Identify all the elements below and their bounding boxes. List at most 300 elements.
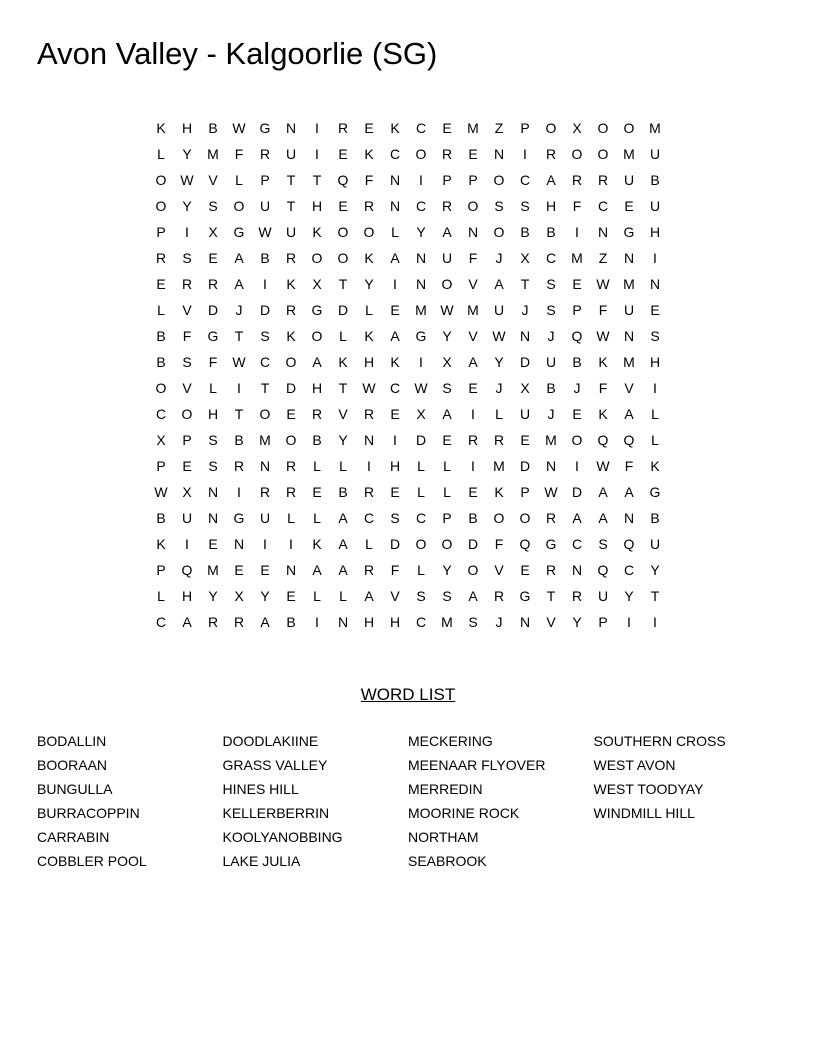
grid-cell: P bbox=[598, 614, 608, 630]
grid-cell: U bbox=[519, 406, 531, 422]
grid-cell: Q bbox=[623, 432, 635, 448]
grid-cell: N bbox=[415, 250, 427, 266]
grid-cell: V bbox=[338, 406, 348, 422]
grid-cell: R bbox=[363, 198, 375, 214]
word-item: HINES HILL bbox=[222, 781, 299, 797]
grid-cell: B bbox=[234, 432, 244, 448]
grid-cell: R bbox=[233, 614, 245, 630]
grid-cell: O bbox=[493, 224, 505, 240]
grid-cell: F bbox=[182, 328, 192, 344]
grid-cell: S bbox=[182, 354, 192, 370]
grid-cell: F bbox=[572, 198, 582, 214]
grid-cell: W bbox=[232, 354, 246, 370]
grid-cell: T bbox=[338, 276, 348, 292]
grid-cell: A bbox=[442, 224, 452, 240]
grid-cell: M bbox=[623, 354, 635, 370]
grid-cell: Q bbox=[597, 432, 609, 448]
grid-cell: V bbox=[546, 614, 556, 630]
grid-row bbox=[148, 453, 668, 479]
grid-cell: S bbox=[546, 276, 556, 292]
grid-cell: W bbox=[180, 172, 194, 188]
grid-cell: L bbox=[157, 146, 165, 162]
grid-cell: C bbox=[571, 536, 583, 552]
grid-cell: Y bbox=[208, 588, 218, 604]
grid-cell: A bbox=[624, 484, 634, 500]
grid-cell: K bbox=[598, 354, 608, 370]
grid-cell: B bbox=[546, 224, 556, 240]
word-list-heading: WORD LIST bbox=[360, 685, 456, 704]
grid-cell: R bbox=[207, 614, 219, 630]
grid-cell: K bbox=[494, 484, 504, 500]
word-item: WEST AVON bbox=[593, 757, 676, 773]
grid-cell: Q bbox=[337, 172, 349, 188]
grid-cell: V bbox=[208, 172, 218, 188]
grid-cell: Q bbox=[597, 562, 609, 578]
grid-cell: I bbox=[653, 614, 657, 630]
letter-grid bbox=[148, 115, 668, 635]
grid-cell: O bbox=[623, 120, 635, 136]
word-item: MERREDIN bbox=[408, 781, 483, 797]
grid-cell: K bbox=[312, 536, 322, 552]
grid-cell: E bbox=[286, 588, 296, 604]
word-column bbox=[594, 729, 780, 873]
grid-cell: I bbox=[237, 380, 241, 396]
grid-cell: F bbox=[364, 172, 374, 188]
grid-cell: U bbox=[259, 510, 271, 526]
grid-cell: E bbox=[390, 302, 400, 318]
grid-cell: E bbox=[520, 562, 530, 578]
grid-cell: B bbox=[156, 328, 166, 344]
grid-cell: L bbox=[235, 172, 243, 188]
grid-cell: A bbox=[234, 276, 244, 292]
word-column bbox=[408, 729, 594, 873]
grid-cell: O bbox=[259, 406, 271, 422]
grid-cell: O bbox=[181, 406, 193, 422]
grid-cell: R bbox=[363, 406, 375, 422]
grid-cell: M bbox=[441, 614, 453, 630]
grid-cell: N bbox=[207, 510, 219, 526]
grid-cell: D bbox=[285, 380, 297, 396]
grid-cell: P bbox=[260, 172, 270, 188]
grid-cell: Y bbox=[182, 198, 192, 214]
grid-cell: O bbox=[311, 250, 323, 266]
word-column bbox=[37, 729, 223, 873]
grid-cell: B bbox=[286, 614, 296, 630]
grid-row bbox=[148, 245, 668, 271]
grid-cell: X bbox=[416, 406, 426, 422]
grid-cell: I bbox=[627, 614, 631, 630]
grid-cell: D bbox=[519, 354, 531, 370]
grid-cell: N bbox=[519, 614, 531, 630]
grid-cell: F bbox=[234, 146, 244, 162]
grid-cell: B bbox=[546, 380, 556, 396]
grid-cell: G bbox=[545, 536, 557, 552]
grid-cell: Y bbox=[650, 562, 660, 578]
grid-cell: A bbox=[338, 510, 348, 526]
grid-cell: K bbox=[156, 536, 166, 552]
grid-cell: U bbox=[597, 588, 609, 604]
grid-cell: C bbox=[259, 354, 271, 370]
grid-cell: C bbox=[597, 198, 609, 214]
grid-cell: I bbox=[419, 354, 423, 370]
grid-cell: D bbox=[389, 536, 401, 552]
grid-cell: K bbox=[598, 406, 608, 422]
grid-cell: M bbox=[467, 120, 479, 136]
grid-cell: F bbox=[468, 250, 478, 266]
grid-cell: E bbox=[312, 484, 322, 500]
grid-cell: U bbox=[493, 302, 505, 318]
grid-cell: Y bbox=[442, 328, 452, 344]
grid-cell: U bbox=[181, 510, 193, 526]
grid-cell: R bbox=[441, 146, 453, 162]
grid-cell: Y bbox=[260, 588, 270, 604]
word-item: WEST TOODYAY bbox=[593, 781, 704, 797]
word-item: KOOLYANOBBING bbox=[222, 829, 343, 845]
grid-cell: A bbox=[260, 614, 270, 630]
grid-cell: W bbox=[596, 276, 610, 292]
grid-cell: V bbox=[624, 380, 634, 396]
grid-cell: C bbox=[415, 614, 427, 630]
grid-row bbox=[148, 115, 668, 141]
grid-cell: D bbox=[207, 302, 219, 318]
grid-cell: U bbox=[285, 146, 297, 162]
grid-cell: Y bbox=[442, 562, 452, 578]
grid-cell: T bbox=[286, 172, 296, 188]
grid-cell: L bbox=[339, 328, 347, 344]
grid-cell: L bbox=[313, 510, 321, 526]
page-title: Avon Valley - Kalgoorlie (SG) bbox=[37, 36, 438, 71]
grid-cell: A bbox=[468, 588, 478, 604]
grid-cell: S bbox=[416, 588, 426, 604]
grid-cell: S bbox=[546, 302, 556, 318]
grid-cell: C bbox=[415, 510, 427, 526]
grid-row bbox=[148, 297, 668, 323]
grid-cell: Q bbox=[519, 536, 531, 552]
grid-cell: C bbox=[415, 120, 427, 136]
grid-cell: O bbox=[493, 172, 505, 188]
grid-cell: W bbox=[596, 328, 610, 344]
grid-cell: Y bbox=[416, 224, 426, 240]
grid-cell: W bbox=[440, 302, 454, 318]
grid-cell: H bbox=[649, 224, 661, 240]
grid-cell: B bbox=[338, 484, 348, 500]
grid-cell: K bbox=[364, 146, 374, 162]
grid-cell: T bbox=[286, 198, 296, 214]
grid-cell: R bbox=[311, 406, 323, 422]
grid-cell: E bbox=[338, 146, 348, 162]
grid-cell: U bbox=[649, 536, 661, 552]
grid-cell: R bbox=[259, 146, 271, 162]
grid-cell: F bbox=[598, 380, 608, 396]
grid-row bbox=[148, 531, 668, 557]
grid-cell: E bbox=[442, 432, 452, 448]
grid-cell: S bbox=[208, 432, 218, 448]
grid-cell: N bbox=[597, 224, 609, 240]
grid-cell: C bbox=[155, 406, 167, 422]
grid-cell: U bbox=[441, 250, 453, 266]
grid-cell: W bbox=[414, 380, 428, 396]
grid-cell: I bbox=[367, 458, 371, 474]
grid-cell: E bbox=[390, 484, 400, 500]
word-item: WINDMILL HILL bbox=[593, 805, 695, 821]
grid-cell: L bbox=[339, 588, 347, 604]
grid-cell: O bbox=[155, 198, 167, 214]
grid-cell: P bbox=[520, 120, 530, 136]
grid-cell: L bbox=[313, 458, 321, 474]
grid-cell: H bbox=[389, 458, 401, 474]
grid-cell: H bbox=[181, 588, 193, 604]
grid-cell: E bbox=[338, 198, 348, 214]
grid-cell: H bbox=[649, 354, 661, 370]
grid-cell: R bbox=[363, 484, 375, 500]
grid-cell: R bbox=[545, 562, 557, 578]
grid-cell: H bbox=[311, 380, 323, 396]
grid-cell: E bbox=[208, 250, 218, 266]
grid-cell: B bbox=[572, 354, 582, 370]
grid-cell: E bbox=[572, 276, 582, 292]
grid-cell: B bbox=[650, 510, 660, 526]
grid-cell: A bbox=[390, 328, 400, 344]
grid-cell: A bbox=[442, 406, 452, 422]
grid-cell: L bbox=[339, 458, 347, 474]
grid-cell: Z bbox=[598, 250, 608, 266]
grid-cell: G bbox=[649, 484, 661, 500]
grid-cell: O bbox=[441, 276, 453, 292]
grid-cell: K bbox=[650, 458, 660, 474]
grid-cell: O bbox=[493, 510, 505, 526]
grid-cell: M bbox=[467, 302, 479, 318]
grid-cell: G bbox=[259, 120, 271, 136]
word-item: MOORINE ROCK bbox=[408, 805, 520, 821]
grid-cell: M bbox=[415, 302, 427, 318]
grid-row bbox=[148, 271, 668, 297]
grid-cell: I bbox=[185, 224, 189, 240]
grid-cell: O bbox=[571, 146, 583, 162]
grid-cell: Y bbox=[364, 276, 374, 292]
grid-cell: D bbox=[259, 302, 271, 318]
grid-cell: S bbox=[260, 328, 270, 344]
grid-cell: R bbox=[181, 276, 193, 292]
grid-cell: O bbox=[311, 328, 323, 344]
grid-cell: A bbox=[598, 484, 608, 500]
grid-cell: R bbox=[597, 172, 609, 188]
grid-cell: W bbox=[596, 458, 610, 474]
grid-cell: J bbox=[573, 380, 581, 396]
grid-cell: H bbox=[363, 354, 375, 370]
grid-cell: T bbox=[312, 172, 322, 188]
grid-cell: U bbox=[259, 198, 271, 214]
grid-cell: S bbox=[650, 328, 660, 344]
grid-cell: A bbox=[624, 406, 634, 422]
grid-cell: C bbox=[389, 380, 401, 396]
grid-cell: O bbox=[415, 536, 427, 552]
grid-cell: E bbox=[468, 380, 478, 396]
grid-cell: N bbox=[571, 562, 583, 578]
grid-row bbox=[148, 609, 668, 635]
grid-cell: W bbox=[154, 484, 168, 500]
grid-cell: O bbox=[285, 354, 297, 370]
grid-cell: D bbox=[337, 302, 349, 318]
grid-cell: A bbox=[234, 250, 244, 266]
grid-cell: N bbox=[285, 562, 297, 578]
grid-cell: E bbox=[442, 120, 452, 136]
grid-cell: S bbox=[208, 198, 218, 214]
grid-cell: I bbox=[393, 276, 397, 292]
grid-cell: L bbox=[365, 302, 373, 318]
grid-cell: J bbox=[547, 328, 555, 344]
grid-cell: K bbox=[286, 328, 296, 344]
grid-cell: B bbox=[156, 354, 166, 370]
grid-cell: P bbox=[156, 458, 166, 474]
grid-cell: D bbox=[415, 432, 427, 448]
grid-cell: H bbox=[363, 614, 375, 630]
word-item: MECKERING bbox=[408, 733, 493, 749]
grid-cell: E bbox=[520, 432, 530, 448]
grid-cell: G bbox=[623, 224, 635, 240]
grid-cell: V bbox=[494, 562, 504, 578]
grid-cell: L bbox=[417, 484, 425, 500]
grid-cell: P bbox=[572, 302, 582, 318]
grid-cell: E bbox=[156, 276, 166, 292]
grid-cell: J bbox=[235, 302, 243, 318]
grid-cell: W bbox=[544, 484, 558, 500]
grid-cell: I bbox=[575, 458, 579, 474]
grid-cell: P bbox=[442, 172, 452, 188]
grid-row bbox=[148, 349, 668, 375]
grid-cell: A bbox=[494, 276, 504, 292]
grid-cell: O bbox=[155, 172, 167, 188]
word-column bbox=[223, 729, 409, 873]
grid-cell: M bbox=[207, 562, 219, 578]
grid-cell: N bbox=[623, 328, 635, 344]
grid-cell: N bbox=[285, 120, 297, 136]
grid-cell: E bbox=[390, 406, 400, 422]
grid-cell: M bbox=[649, 120, 661, 136]
grid-cell: A bbox=[468, 354, 478, 370]
word-item: SOUTHERN CROSS bbox=[593, 733, 726, 749]
grid-row bbox=[148, 375, 668, 401]
grid-cell: R bbox=[337, 120, 349, 136]
grid-row bbox=[148, 141, 668, 167]
grid-cell: M bbox=[207, 146, 219, 162]
grid-cell: E bbox=[234, 562, 244, 578]
grid-cell: R bbox=[441, 198, 453, 214]
grid-cell: N bbox=[545, 458, 557, 474]
grid-cell: M bbox=[623, 276, 635, 292]
grid-cell: I bbox=[653, 250, 657, 266]
grid-cell: R bbox=[571, 588, 583, 604]
grid-cell: X bbox=[312, 276, 322, 292]
grid-cell: G bbox=[233, 224, 245, 240]
grid-cell: T bbox=[234, 328, 244, 344]
grid-cell: A bbox=[390, 250, 400, 266]
grid-cell: B bbox=[260, 250, 270, 266]
grid-cell: I bbox=[289, 536, 293, 552]
grid-cell: O bbox=[285, 432, 297, 448]
grid-cell: B bbox=[650, 172, 660, 188]
grid-cell: E bbox=[260, 562, 270, 578]
grid-cell: N bbox=[415, 276, 427, 292]
grid-cell: R bbox=[207, 276, 219, 292]
grid-cell: I bbox=[393, 432, 397, 448]
word-item: CARRABIN bbox=[37, 829, 110, 845]
grid-cell: L bbox=[443, 484, 451, 500]
grid-cell: A bbox=[572, 510, 582, 526]
grid-cell: O bbox=[467, 562, 479, 578]
grid-cell: R bbox=[363, 562, 375, 578]
word-item: GRASS VALLEY bbox=[222, 757, 328, 773]
grid-cell: L bbox=[417, 458, 425, 474]
grid-cell: P bbox=[182, 432, 192, 448]
grid-cell: L bbox=[209, 380, 217, 396]
grid-cell: A bbox=[338, 536, 348, 552]
word-item: COBBLER POOL bbox=[37, 853, 147, 869]
grid-cell: Z bbox=[494, 120, 504, 136]
grid-cell: L bbox=[443, 458, 451, 474]
grid-cell: L bbox=[651, 432, 659, 448]
grid-cell: S bbox=[598, 536, 608, 552]
word-item: SEABROOK bbox=[408, 853, 487, 869]
grid-cell: O bbox=[597, 120, 609, 136]
grid-cell: T bbox=[520, 276, 530, 292]
grid-cell: N bbox=[233, 536, 245, 552]
word-item: BUNGULLA bbox=[37, 781, 113, 797]
grid-cell: V bbox=[390, 588, 400, 604]
grid-cell: P bbox=[442, 510, 452, 526]
word-item: BODALLIN bbox=[37, 733, 107, 749]
grid-cell: H bbox=[181, 120, 193, 136]
grid-cell: Y bbox=[494, 354, 504, 370]
word-item: NORTHAM bbox=[408, 829, 479, 845]
grid-row bbox=[148, 401, 668, 427]
grid-cell: B bbox=[312, 432, 322, 448]
grid-cell: O bbox=[337, 250, 349, 266]
grid-cell: M bbox=[493, 458, 505, 474]
grid-cell: N bbox=[389, 198, 401, 214]
word-item: MEENAAR FLYOVER bbox=[408, 757, 546, 773]
grid-cell: C bbox=[415, 198, 427, 214]
grid-cell: R bbox=[285, 458, 297, 474]
grid-cell: V bbox=[468, 276, 478, 292]
grid-cell: G bbox=[519, 588, 531, 604]
grid-cell: U bbox=[285, 224, 297, 240]
grid-cell: G bbox=[415, 328, 427, 344]
grid-cell: N bbox=[259, 458, 271, 474]
grid-cell: R bbox=[545, 510, 557, 526]
grid-cell: L bbox=[495, 406, 503, 422]
grid-cell: L bbox=[157, 302, 165, 318]
grid-cell: L bbox=[157, 588, 165, 604]
grid-cell: L bbox=[651, 406, 659, 422]
grid-cell: T bbox=[260, 380, 270, 396]
grid-cell: S bbox=[442, 380, 452, 396]
grid-cell: T bbox=[650, 588, 660, 604]
grid-row bbox=[148, 167, 668, 193]
grid-cell: E bbox=[182, 458, 192, 474]
grid-cell: D bbox=[571, 484, 583, 500]
grid-cell: R bbox=[571, 172, 583, 188]
grid-cell: W bbox=[362, 380, 376, 396]
grid-cell: W bbox=[492, 328, 506, 344]
grid-cell: E bbox=[364, 120, 374, 136]
grid-cell: V bbox=[468, 328, 478, 344]
grid-cell: F bbox=[598, 302, 608, 318]
grid-cell: Y bbox=[338, 432, 348, 448]
grid-cell: S bbox=[208, 458, 218, 474]
grid-cell: A bbox=[312, 562, 322, 578]
grid-cell: P bbox=[520, 484, 530, 500]
grid-cell: W bbox=[232, 120, 246, 136]
